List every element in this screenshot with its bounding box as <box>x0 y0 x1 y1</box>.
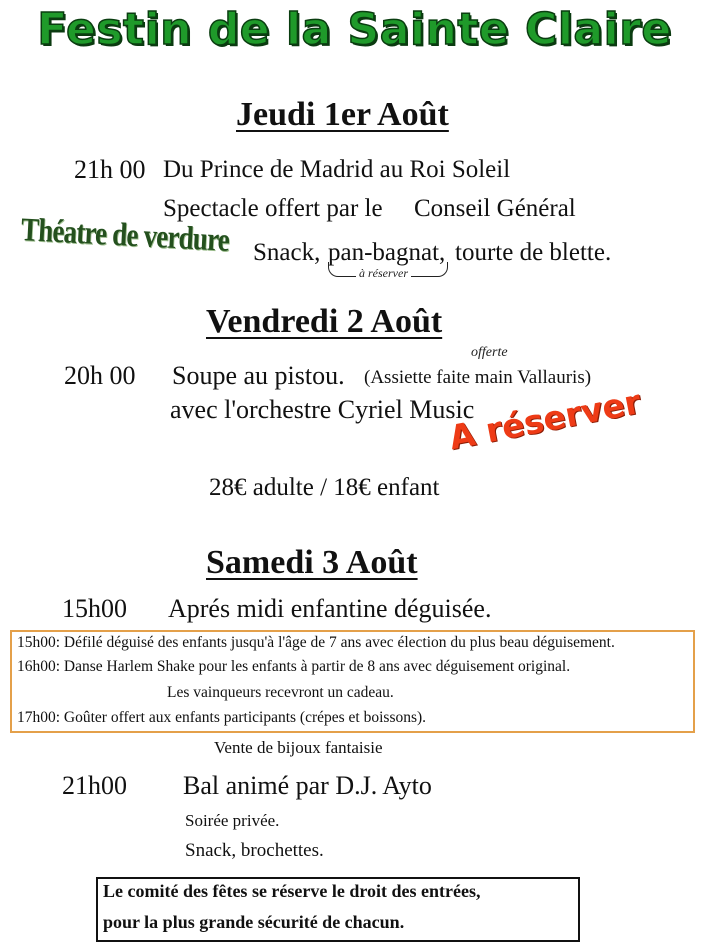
vendredi-time: 20h 00 <box>64 361 136 390</box>
samedi-evening-title: Bal animé par D.J. Ayto <box>183 771 432 800</box>
jeudi-snack-prefix: Snack, <box>253 239 321 266</box>
jeudi-show: Du Prince de Madrid au Roi Soleil <box>163 156 511 183</box>
vendredi-music: avec l'orchestre Cyriel Music <box>170 395 475 424</box>
program-line-2: 16h00: Danse Harlem Shake pour les enfants à partir de 8 ans avec déguisement original. <box>17 658 571 675</box>
footer-line-2: pour la plus grande sécurité de chacun. <box>103 912 405 932</box>
samedi-afternoon-time: 15h00 <box>62 594 127 623</box>
day-heading-vendredi: Vendredi 2 Août <box>206 303 443 340</box>
day-heading-samedi: Samedi 3 Août <box>206 544 418 581</box>
vendredi-offered-note: offerte <box>471 345 508 360</box>
poster-title: Festin de la Sainte Claire <box>37 4 672 55</box>
jeudi-snack-highlight: pan-bagnat, <box>328 239 446 266</box>
reserve-stamp: A réserver <box>446 381 645 458</box>
footer-line-1: Le comité des fêtes se réserve le droit des entrées, <box>103 881 481 901</box>
program-line-1: 15h00: Défilé déguisé des enfants jusqu'à l'âge de 7 ans avec élection du plus beau déguisement. <box>17 634 615 651</box>
jeudi-sponsor-prefix: Spectacle offert par le <box>163 195 383 222</box>
jeudi-sponsor-name: Conseil Général <box>414 195 576 222</box>
jeudi-time: 21h 00 <box>74 155 146 184</box>
vendredi-prices: 28€ adulte / 18€ enfant <box>209 474 440 501</box>
samedi-afternoon-title: Aprés midi enfantine déguisée. <box>168 594 492 623</box>
samedi-jewelry: Vente de bijoux fantaisie <box>214 738 383 757</box>
program-line-3: Les vainqueurs recevront un cadeau. <box>167 684 394 701</box>
jeudi-reserve-note: à réserver <box>356 266 411 281</box>
venue-label: Théatre de verdure <box>20 212 230 259</box>
samedi-evening-snack: Snack, brochettes. <box>185 840 324 861</box>
vendredi-meal: Soupe au pistou. <box>172 361 345 390</box>
vendredi-plate: (Assiette faite main Vallauris) <box>364 367 592 388</box>
program-line-4: 17h00: Goûter offert aux enfants participants (crépes et boissons). <box>17 709 427 726</box>
jeudi-snack-suffix: tourte de blette. <box>455 239 612 266</box>
samedi-private: Soirée privée. <box>185 811 280 830</box>
samedi-evening-time: 21h00 <box>62 771 127 800</box>
day-heading-jeudi: Jeudi 1er Août <box>236 96 449 133</box>
